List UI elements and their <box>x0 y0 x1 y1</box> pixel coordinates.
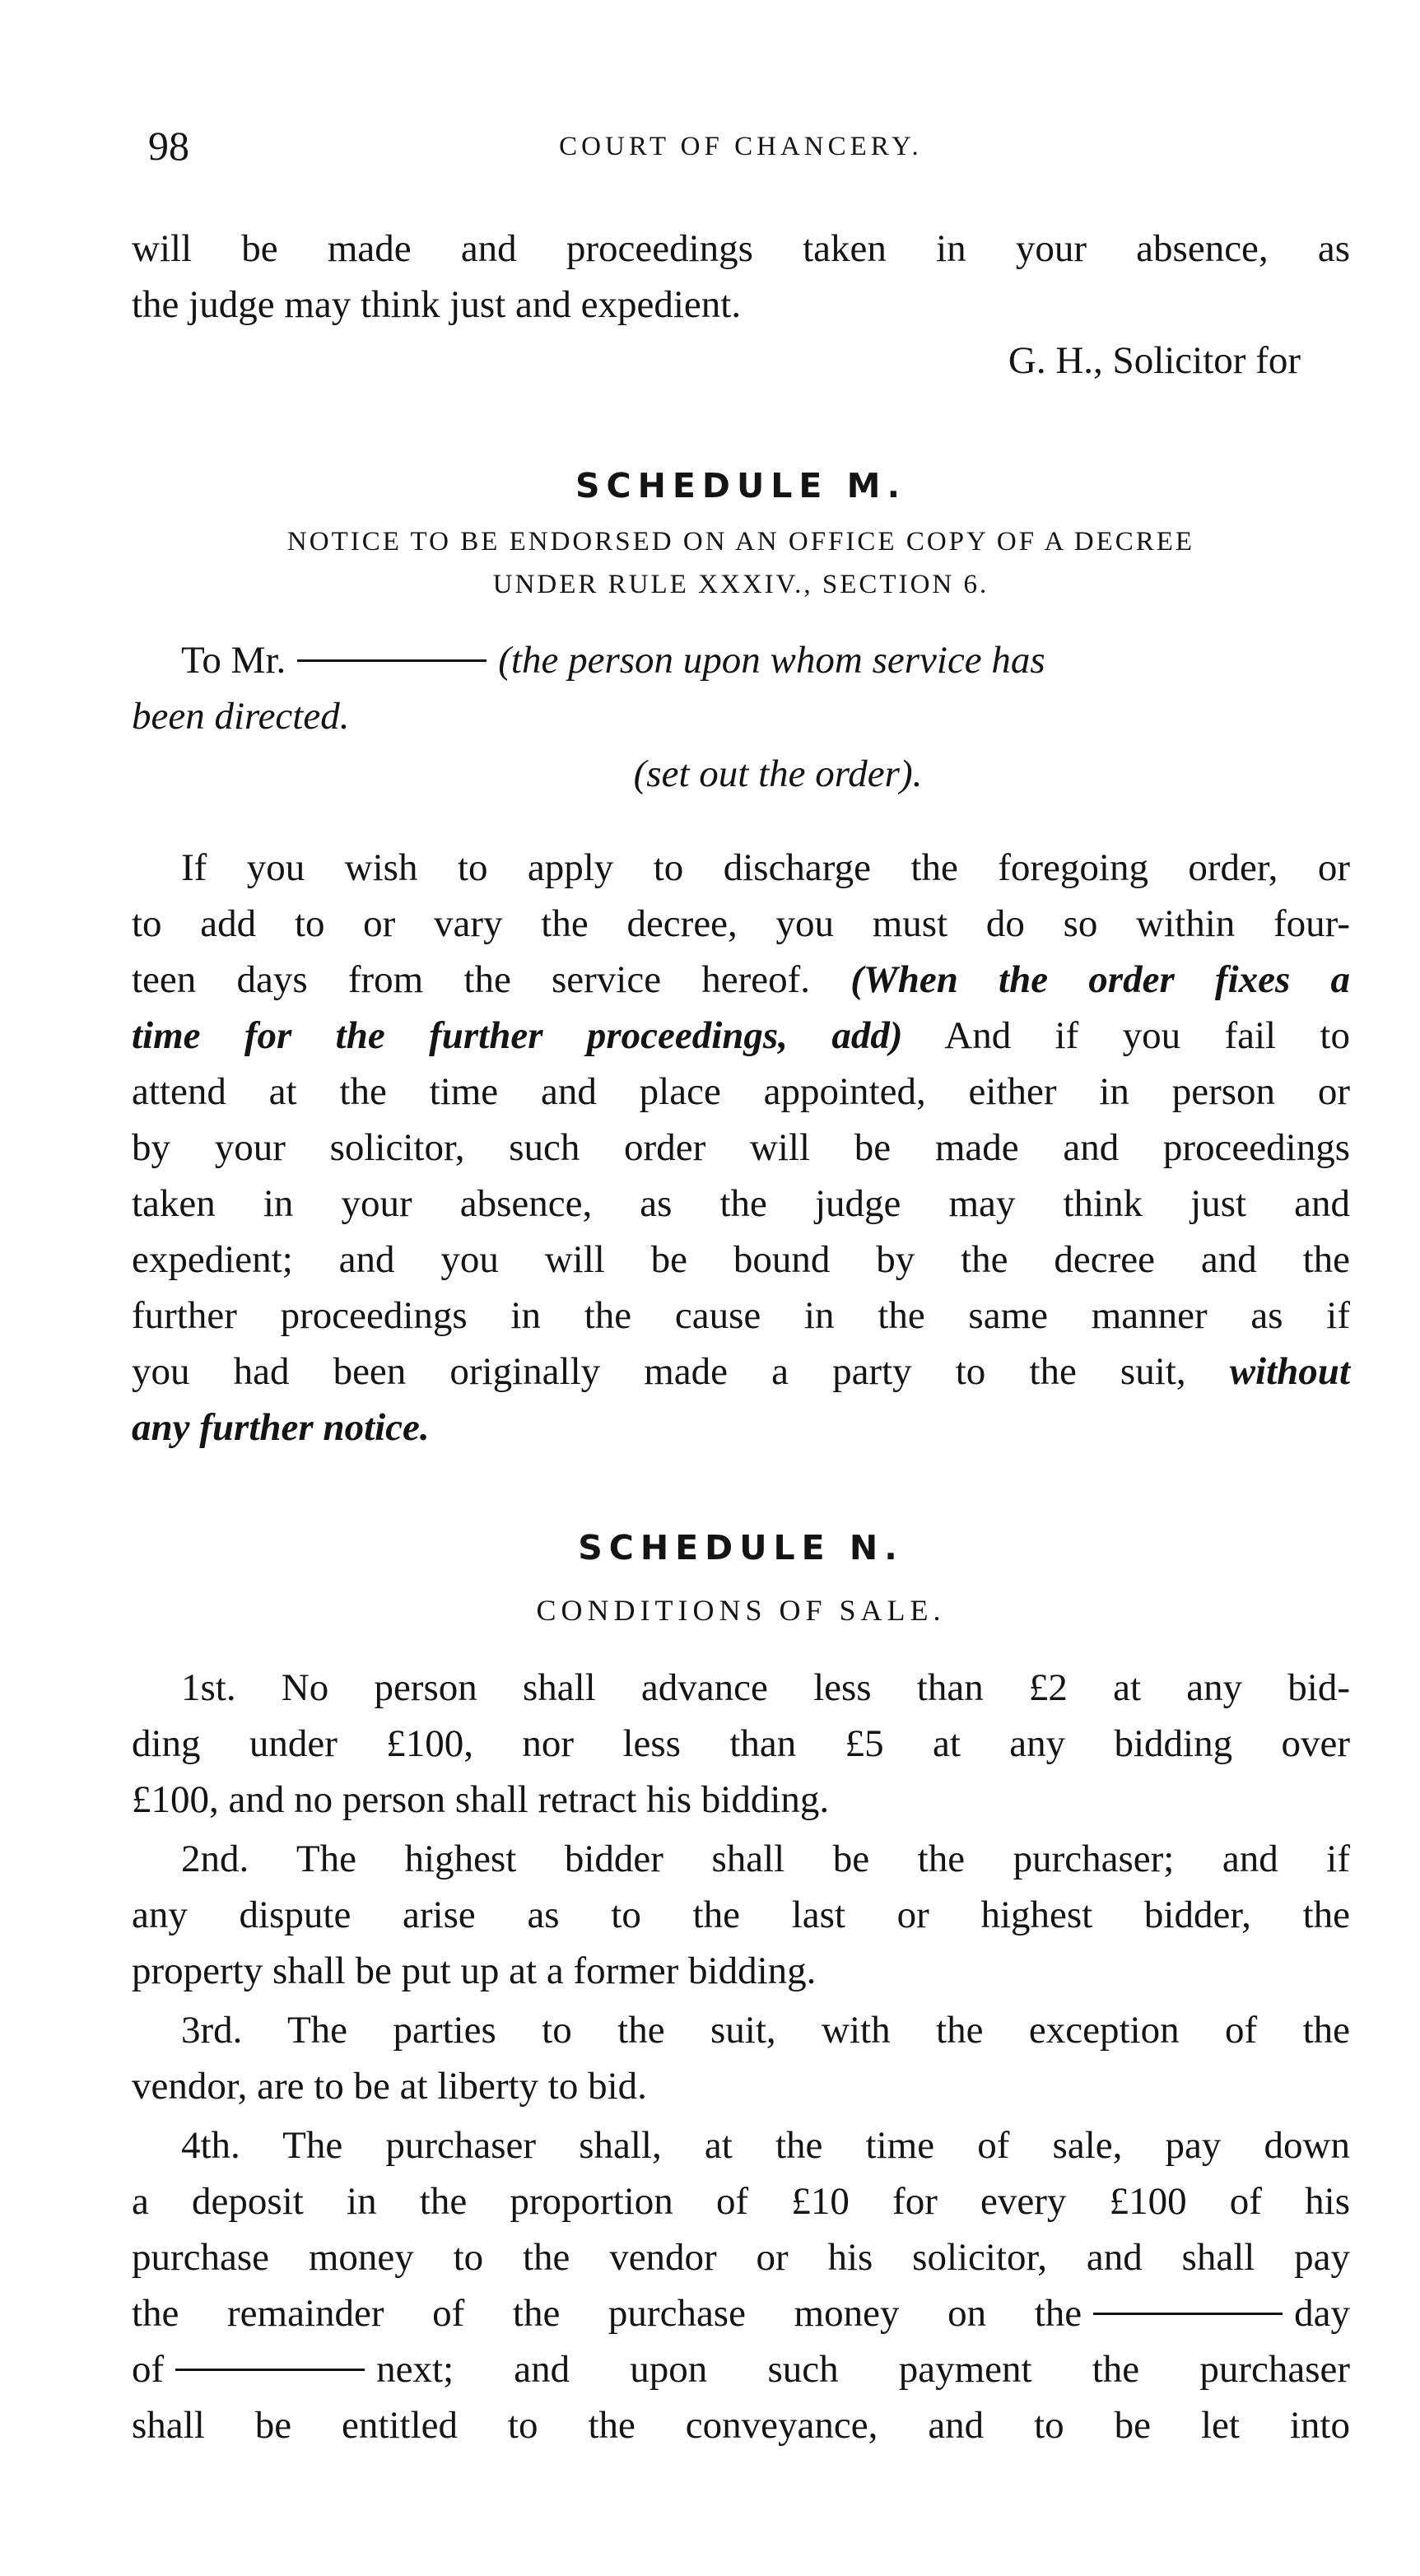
text-span: you had been originally made a party to the suit, <box>132 1350 1186 1393</box>
text-line: If you wish to apply to discharge the foregoing order, or <box>181 846 1350 889</box>
text-span: And if you fail to <box>944 1014 1350 1057</box>
text-line: any dispute arise as to the last or highest bidder, the <box>132 1894 1350 1936</box>
italic-note: (the person upon whom service has <box>498 639 1045 682</box>
text-line: 3rd. The parties to the suit, with the exception of the <box>181 2009 1350 2052</box>
running-title: COURT OF CHANCERY. <box>559 132 923 161</box>
text-line <box>132 952 1350 1008</box>
schedule-m-subheading: UNDER RULE XXXIV., SECTION 6. <box>492 570 989 599</box>
text-line: property shall be put up at a former bidding. <box>132 1949 817 1992</box>
text-line: the judge may think just and expedient. <box>132 283 742 326</box>
text-line <box>132 2341 1350 2397</box>
text-span: next; and upon such payment the purchaser <box>376 2348 1350 2391</box>
text-line <box>132 1344 1350 1400</box>
text-span: the remainder of the purchase money on the <box>132 2292 1082 2335</box>
text-line: purchase money to the vendor or his solicitor, and shall pay <box>132 2236 1350 2279</box>
text-line: further proceedings in the cause in the same manner as if <box>132 1294 1350 1337</box>
blank-line <box>1093 2313 1283 2315</box>
text-line: expedient; and you will be bound by the decree and the <box>132 1238 1350 1281</box>
text-span: teen days from the service hereof. <box>132 958 811 1001</box>
text-line: vendor, are to be at liberty to bid. <box>132 2065 647 2108</box>
blank-line <box>297 659 487 662</box>
text-line: by your solicitor, such order will be made and proceedings <box>132 1126 1350 1169</box>
italic-span: (When the order fixes a <box>850 958 1350 1001</box>
text-line: 2nd. The highest bidder shall be the purchaser; and if <box>181 1838 1350 1880</box>
italic-note: (set out the order). <box>633 752 923 795</box>
italic-note: been directed. <box>132 695 350 738</box>
text-span: of <box>132 2348 165 2391</box>
addressee-line <box>181 632 1350 688</box>
text-line <box>132 1400 1350 1456</box>
italic-span: any further notice. <box>132 1406 430 1449</box>
schedule-m-subheading: NOTICE TO BE ENDORSED ON AN OFFICE COPY OF A DECREE <box>286 527 1195 557</box>
text-line: to add to or vary the decree, you must do so within four- <box>132 902 1350 945</box>
text-line <box>132 2285 1350 2341</box>
schedule-m-heading: SCHEDULE M. <box>575 466 907 505</box>
text-span: day <box>1294 2292 1350 2335</box>
text-line <box>132 1008 1350 1064</box>
blank-line <box>175 2369 365 2371</box>
page-number: 98 <box>148 123 189 169</box>
running-head <box>132 122 1350 179</box>
schedule-n-subheading: CONDITIONS OF SALE. <box>536 1594 946 1627</box>
text-line: 4th. The purchaser shall, at the time of sale, pay down <box>181 2124 1350 2167</box>
text-line: attend at the time and place appointed, either in person or <box>132 1070 1350 1113</box>
text-line: shall be entitled to the conveyance, and to be let into <box>132 2404 1350 2447</box>
signature-line: G. H., Solicitor for <box>1008 339 1301 382</box>
italic-span: time for the further proceedings, add) <box>132 1014 903 1057</box>
to-mr-label: To Mr. <box>181 639 286 682</box>
text-line: ding under £100, nor less than £5 at any bidding over <box>132 1722 1350 1765</box>
text-line: a deposit in the proportion of £10 for every £100 of his <box>132 2180 1350 2223</box>
text-line: will be made and proceedings taken in your absence, as <box>132 227 1350 270</box>
text-line: 1st. No person shall advance less than £2 at any bid- <box>181 1666 1350 1709</box>
schedule-n-heading: SCHEDULE N. <box>578 1528 904 1567</box>
text-line: taken in your absence, as the judge may think just and <box>132 1182 1350 1225</box>
text-line: £100, and no person shall retract his bidding. <box>132 1778 830 1821</box>
italic-span: without <box>1229 1350 1351 1393</box>
